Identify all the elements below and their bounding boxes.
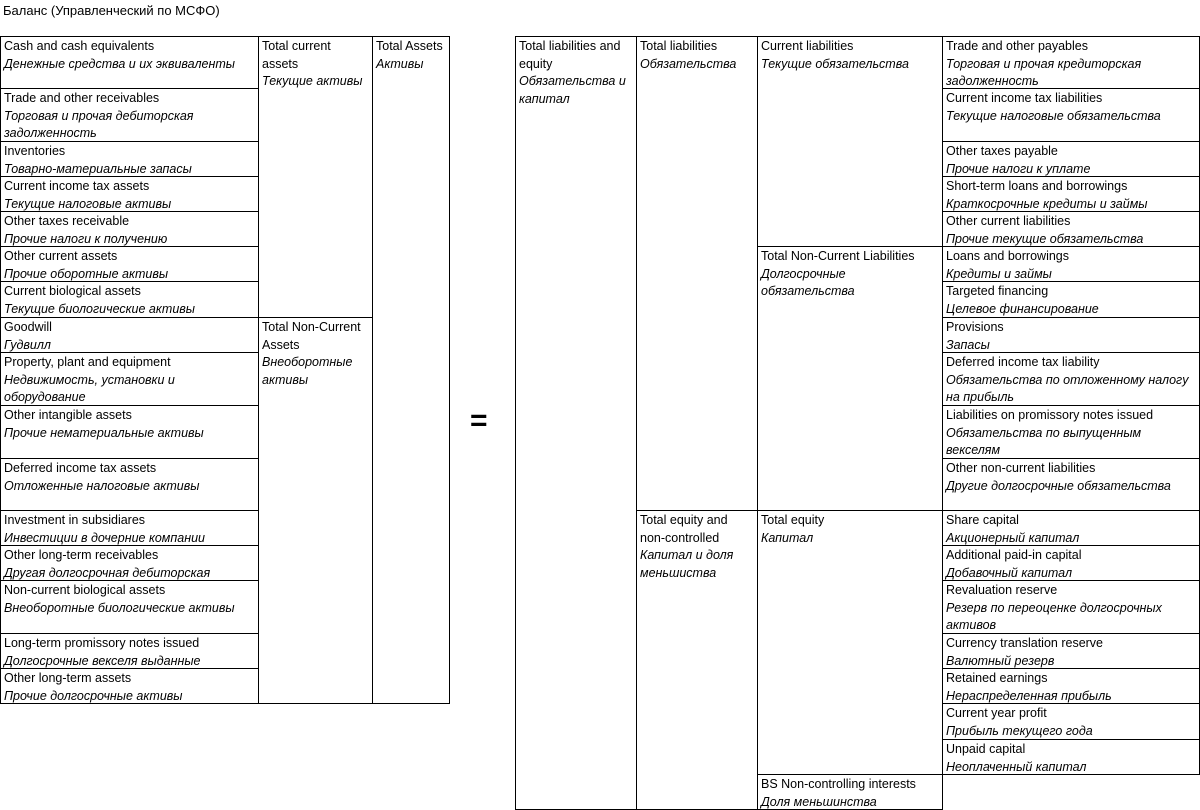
asset-item-non-current-biological xyxy=(0,580,259,634)
total-liabilities-and-equity xyxy=(515,36,637,810)
equity-item-currency-translation xyxy=(942,633,1200,669)
item-label-en: Current income tax assets xyxy=(4,179,150,193)
asset-item-other-taxes xyxy=(0,211,259,247)
total-non-current-liabilities xyxy=(757,246,943,511)
total-equity xyxy=(757,510,943,775)
item-label-ru: Прочие текущие обязательства xyxy=(946,231,1144,246)
item-label-ru: Обязательства по выпущенным векселям xyxy=(946,425,1142,458)
item-label-ru: Валютный резерв xyxy=(946,653,1055,668)
liability-item-other-non-current xyxy=(942,458,1200,511)
item-label-en: Non-current biological assets xyxy=(4,583,166,597)
item-label-ru: Прочие налоги к получению xyxy=(4,231,168,246)
asset-item-current-biological xyxy=(0,281,259,318)
group-label-ru: Обязательства и капитал xyxy=(519,74,626,106)
group-label-en: Total Non-Current Assets xyxy=(262,320,361,352)
item-label-en: Current biological assets xyxy=(4,284,141,298)
total-liabilities xyxy=(636,36,758,511)
item-label-en: Trade and other payables xyxy=(946,39,1088,53)
item-label-ru: Запасы xyxy=(946,337,990,352)
item-label-en: Deferred income tax assets xyxy=(4,461,157,475)
item-label-ru: Инвестиции в дочерние компании xyxy=(4,530,205,545)
item-label-ru: Отложенные налоговые активы xyxy=(4,478,200,493)
liability-item-loans xyxy=(942,246,1200,282)
asset-item-promissory-notes xyxy=(0,633,259,669)
liability-item-provisions xyxy=(942,317,1200,353)
item-label-ru: Прочие налоги к уплате xyxy=(946,161,1091,176)
current-liabilities xyxy=(757,36,943,247)
equity-item-share-capital xyxy=(942,510,1200,546)
item-label-en: Deferred income tax liability xyxy=(946,355,1100,369)
item-label-en: Other taxes receivable xyxy=(4,214,130,228)
item-label-en: Other taxes payable xyxy=(946,144,1058,158)
item-label-en: Revaluation reserve xyxy=(946,583,1058,597)
item-label-en: Other non-current liabilities xyxy=(946,461,1096,475)
liability-item-promissory-notes xyxy=(942,405,1200,459)
group-label-en: Total liabilities xyxy=(640,39,718,53)
liability-item-current-income-tax xyxy=(942,88,1200,142)
item-label-ru: Другая долгосрочная дебиторская xyxy=(4,565,211,580)
group-label-ru: Текущие активы xyxy=(262,74,363,89)
item-label-en: Other current assets xyxy=(4,249,118,263)
item-label-ru: Акционерный капитал xyxy=(946,530,1080,545)
asset-item-deferred-tax xyxy=(0,458,259,511)
bs-non-controlling-interests xyxy=(757,774,943,810)
item-label-ru: Долгосрочные векселя выданные xyxy=(4,653,201,668)
item-label-ru: Денежные средства и их эквиваленты xyxy=(4,56,235,71)
liability-item-other-current xyxy=(942,211,1200,247)
asset-item-other-long-term xyxy=(0,668,259,704)
asset-item-investment-subsidiaries xyxy=(0,510,259,546)
asset-item-inventories xyxy=(0,141,259,177)
liability-item-deferred-tax xyxy=(942,352,1200,406)
asset-item-intangible xyxy=(0,405,259,459)
item-label-en: Other intangible assets xyxy=(4,408,132,422)
asset-item-other-current xyxy=(0,246,259,282)
total-non-current-assets xyxy=(258,317,373,704)
asset-item-long-term-receivables xyxy=(0,545,259,581)
group-label-en: Total equity and non-controlled xyxy=(640,513,728,545)
item-label-en: Inventories xyxy=(4,144,66,158)
item-label-ru: Нераспределенная прибыль xyxy=(946,688,1112,703)
item-label-en: Loans and borrowings xyxy=(946,249,1069,263)
asset-item-goodwill xyxy=(0,317,259,353)
item-label-en: Liabilities on promissory notes issued xyxy=(946,408,1154,422)
item-label-ru: Текущие биологические активы xyxy=(4,301,196,316)
item-label-en: Currency translation reserve xyxy=(946,636,1104,650)
item-label-ru: Торговая и прочая дебиторская задолженность xyxy=(4,108,194,141)
liability-item-targeted-financing xyxy=(942,281,1200,318)
group-label-en: Total Assets xyxy=(376,39,443,53)
item-label-en: Provisions xyxy=(946,320,1004,334)
item-label-ru: Добавочный капитал xyxy=(946,565,1073,580)
item-label-en: Other long-term receivables xyxy=(4,548,159,562)
item-label-en: Unpaid capital xyxy=(946,742,1026,756)
group-label-ru: Капитал и доля меньшиства xyxy=(640,548,734,580)
item-label-ru: Гудвилл xyxy=(4,337,51,352)
liability-item-trade-payables xyxy=(942,36,1200,89)
total-assets xyxy=(372,36,450,704)
item-label-en: Other long-term assets xyxy=(4,671,132,685)
asset-item-ppe xyxy=(0,352,259,406)
equity-item-unpaid-capital xyxy=(942,739,1200,775)
item-label-ru: Резерв по переоценке долгосрочных активов xyxy=(946,600,1162,633)
group-label-en: Total Non-Current Liabilities xyxy=(761,249,915,263)
item-label-ru: Недвижимость, установки и оборудование xyxy=(4,372,175,405)
equals-sign: = xyxy=(470,404,488,437)
item-label-en: Additional paid-in capital xyxy=(946,548,1082,562)
item-label-ru: Торговая и прочая кредиторская задолженность xyxy=(946,56,1142,89)
item-label-ru: Другие долгосрочные обязательства xyxy=(946,478,1171,493)
total-equity-and-non-controlled xyxy=(636,510,758,810)
equity-item-additional-paid-in xyxy=(942,545,1200,581)
item-label-en: Current year profit xyxy=(946,706,1047,720)
item-label-ru: Обязательства по отложенному налогу на прибыль xyxy=(946,372,1189,405)
item-label-ru: Прочие долгосрочные активы xyxy=(4,688,183,703)
group-label-ru: Внеоборотные активы xyxy=(262,355,353,387)
item-label-en: Goodwill xyxy=(4,320,52,334)
group-label-en: Total liabilities and equity xyxy=(519,39,621,71)
group-label-ru: Текущие обязательства xyxy=(761,56,909,71)
group-label-ru: Активы xyxy=(376,56,424,71)
item-label-en: Cash and cash equivalents xyxy=(4,39,155,53)
item-label-en: Targeted financing xyxy=(946,284,1049,298)
item-label-ru: Текущие налоговые обязательства xyxy=(946,108,1161,123)
item-label-ru: Прибыль текущего года xyxy=(946,723,1093,738)
equity-item-current-year-profit xyxy=(942,703,1200,740)
item-label-en: Other current liabilities xyxy=(946,214,1071,228)
total-current-assets xyxy=(258,36,373,318)
item-label-ru: Внеоборотные биологические активы xyxy=(4,600,235,615)
group-label-ru: Долгосрочные обязательства xyxy=(761,266,855,299)
asset-item-current-income-tax xyxy=(0,176,259,212)
liability-item-short-term-loans xyxy=(942,176,1200,212)
group-label-en: Current liabilities xyxy=(761,39,854,53)
page-title: Баланс (Управленческий по МСФО) xyxy=(3,3,220,18)
item-label-en: Share capital xyxy=(946,513,1019,527)
item-label-ru: Кредиты и займы xyxy=(946,266,1052,281)
equity-item-revaluation-reserve xyxy=(942,580,1200,634)
group-label-ru: Капитал xyxy=(761,530,814,545)
item-label-ru: Неоплаченный капитал xyxy=(946,759,1087,774)
item-label-ru: Товарно-материальные запасы xyxy=(4,161,192,176)
item-label-en: Trade and other receivables xyxy=(4,91,160,105)
item-label-en: Long-term promissory notes issued xyxy=(4,636,200,650)
item-label-ru: Краткосрочные кредиты и займы xyxy=(946,196,1148,211)
group-label-ru: Доля меньшинства xyxy=(761,794,877,809)
item-label-en: Short-term loans and borrowings xyxy=(946,179,1128,193)
item-label-ru: Прочие оборотные активы xyxy=(4,266,169,281)
item-label-ru: Прочие нематериальные активы xyxy=(4,425,204,440)
liability-item-other-taxes xyxy=(942,141,1200,177)
asset-item-trade-receivables xyxy=(0,88,259,142)
item-label-ru: Целевое финансирование xyxy=(946,301,1099,316)
item-label-en: Retained earnings xyxy=(946,671,1048,685)
item-label-en: Investment in subsidiares xyxy=(4,513,146,527)
group-label-en: BS Non-controlling interests xyxy=(761,777,916,791)
equity-item-retained-earnings xyxy=(942,668,1200,704)
asset-item-cash xyxy=(0,36,259,89)
item-label-en: Current income tax liabilities xyxy=(946,91,1103,105)
group-label-ru: Обязательства xyxy=(640,56,737,71)
item-label-en: Property, plant and equipment xyxy=(4,355,171,369)
group-label-en: Total equity xyxy=(761,513,825,527)
group-label-en: Total current assets xyxy=(262,39,331,71)
item-label-ru: Текущие налоговые активы xyxy=(4,196,172,211)
